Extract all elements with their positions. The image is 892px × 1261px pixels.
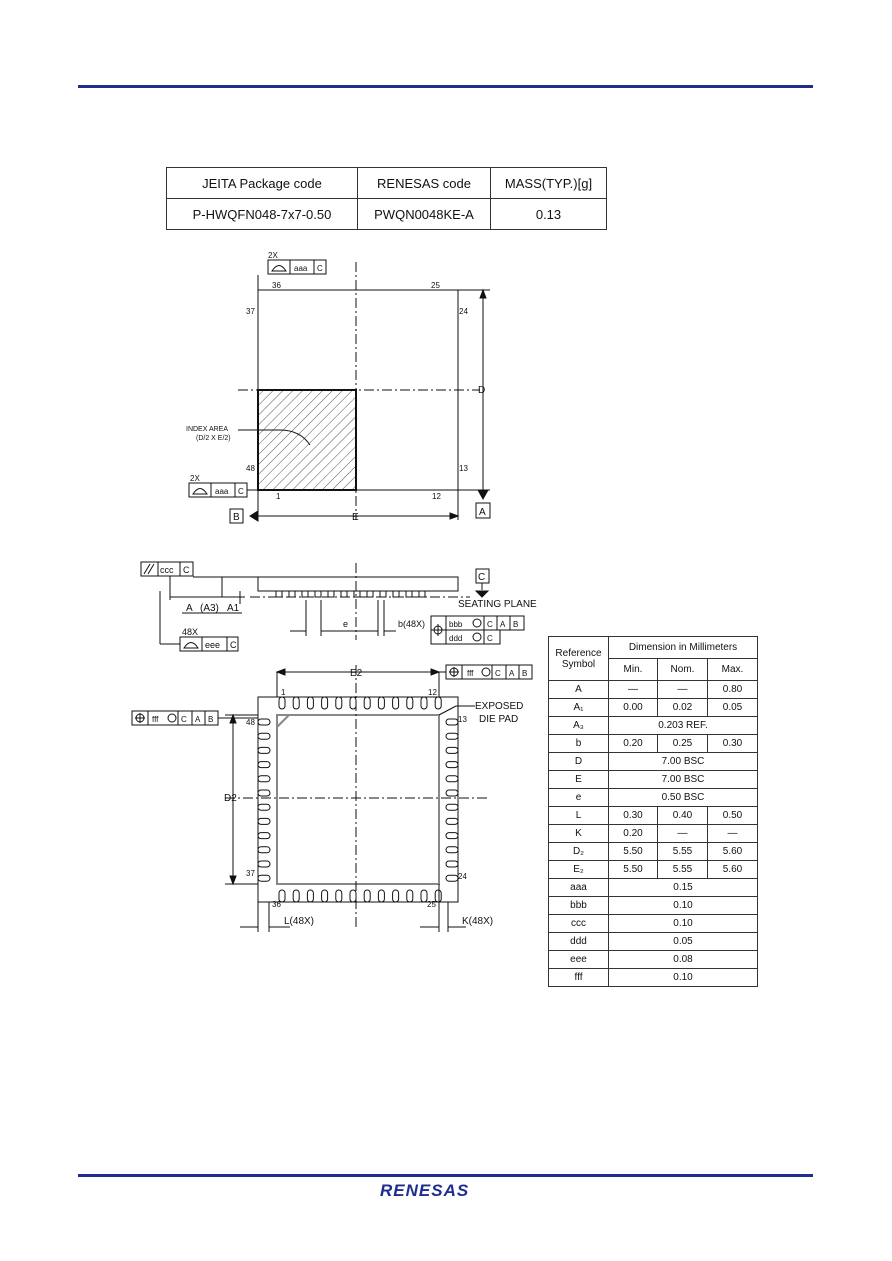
pin-37-label: 37 (246, 307, 255, 316)
nom-cell: 5.55 (658, 861, 708, 879)
dim-e2-label: E2 (350, 668, 363, 679)
lead-pad (258, 861, 270, 867)
tol-c-top: C (317, 264, 323, 273)
index-area-hatch (258, 390, 356, 490)
dimension-row (549, 717, 758, 735)
tol-bbb: bbb (449, 620, 463, 629)
min-cell: ― (609, 681, 658, 699)
lead-pad (279, 697, 285, 709)
dimension-row (549, 951, 758, 969)
lead-pad (446, 776, 458, 782)
lead-pad (350, 697, 356, 709)
pin-48-label: 48 (246, 464, 255, 473)
tol-aaa-left: aaa (215, 487, 229, 496)
lead-pad (407, 697, 413, 709)
min-cell: 0.00 (609, 699, 658, 717)
dimension-row (549, 879, 758, 897)
value-cell: 0.08 (609, 951, 758, 969)
jeita-code: P-HWQFN048-7x7-0.50 (167, 199, 358, 230)
symbol-cell: E₂ (549, 861, 609, 879)
value-cell: 0.10 (609, 915, 758, 933)
lead-pad (258, 804, 270, 810)
side-lead (393, 591, 399, 597)
value-cell: 7.00 BSC (609, 771, 758, 789)
side-lead (302, 591, 308, 597)
max-cell: 0.80 (708, 681, 758, 699)
lead-pad (393, 890, 399, 902)
datum-c-label: C (478, 572, 486, 583)
lead-pad (258, 719, 270, 725)
lead-pad (258, 762, 270, 768)
lead-pad (364, 697, 370, 709)
min-cell: 0.20 (609, 825, 658, 843)
symbol-cell: A (549, 681, 609, 699)
pin-24-label: 24 (459, 307, 468, 316)
pin-13-label: 13 (459, 464, 468, 473)
datum-b-marker (250, 511, 258, 521)
ref-header-line2: Symbol (561, 658, 596, 670)
max-cell: 0.30 (708, 735, 758, 753)
nom-cell: ― (658, 681, 708, 699)
bpin-12-label: 12 (428, 688, 437, 697)
renesas-logo: RENESAS (380, 1181, 470, 1200)
bottom-pads (258, 697, 458, 902)
label-2x-top: 2X (268, 251, 278, 260)
lead-pad (307, 697, 313, 709)
jeita-header: JEITA Package code (167, 168, 358, 199)
min-header: Min. (609, 659, 658, 681)
datum-b-label: B (233, 512, 240, 523)
lead-pad (293, 890, 299, 902)
symbol-cell: fff (549, 969, 609, 987)
ref-header-line1: Reference (555, 647, 602, 659)
max-cell: 5.60 (708, 861, 758, 879)
nom-cell: 0.25 (658, 735, 708, 753)
nom-cell: ― (658, 825, 708, 843)
dimension-row (549, 843, 758, 861)
lead-pad (446, 762, 458, 768)
lead-pad (435, 697, 441, 709)
seating-plane-label: SEATING PLANE (458, 599, 537, 610)
bpin-24-label: 24 (458, 872, 467, 881)
tol-c-left: C (238, 487, 244, 496)
lead-pad (322, 697, 328, 709)
label-48x: 48X (182, 627, 199, 637)
bpin-48-label: 48 (246, 718, 255, 727)
lead-pad (364, 890, 370, 902)
tol-fff-left-b: B (208, 715, 214, 724)
lead-pad (407, 890, 413, 902)
side-leads (276, 591, 425, 597)
top-view (189, 260, 490, 523)
tol-fff-left-a: A (195, 715, 201, 724)
label-k: K(48X) (462, 916, 494, 927)
dimension-row (549, 969, 758, 987)
lead-pad (446, 875, 458, 881)
dimension-row (549, 753, 758, 771)
label-b: b(48X) (398, 619, 426, 629)
lead-pad (258, 790, 270, 796)
dim-e-label: E (352, 512, 359, 523)
nom-header: Nom. (658, 659, 708, 681)
lead-pad (258, 847, 270, 853)
value-cell: 0.10 (609, 897, 758, 915)
index-area-sub: (D/2 X E/2) (196, 435, 231, 442)
lead-pad (258, 776, 270, 782)
side-lead (419, 591, 425, 597)
label-2x-left: 2X (190, 474, 200, 483)
symbol-cell: ddd (549, 933, 609, 951)
nom-cell: 0.40 (658, 807, 708, 825)
dimension-row (549, 735, 758, 753)
max-cell: 5.60 (708, 843, 758, 861)
symbol-cell: b (549, 735, 609, 753)
tol-bbb-b: B (513, 620, 519, 629)
label-a3: (A3) (200, 603, 219, 614)
max-cell: ― (708, 825, 758, 843)
dimension-table (548, 636, 758, 987)
dim-d-label: D (478, 385, 486, 396)
symbol-cell: L (549, 807, 609, 825)
lead-pad (258, 818, 270, 824)
bpin-1-label: 1 (281, 688, 286, 697)
side-lead (328, 591, 334, 597)
lead-pad (446, 833, 458, 839)
side-lead (380, 591, 386, 597)
value-cell: 7.00 BSC (609, 753, 758, 771)
bpin-13-label: 13 (458, 715, 467, 724)
value-cell: 0.15 (609, 879, 758, 897)
tol-aaa-top: aaa (294, 264, 308, 273)
pin-1-label: 1 (276, 492, 281, 501)
tol-eee: eee (205, 640, 221, 650)
symbol-cell: E (549, 771, 609, 789)
lead-pad (446, 790, 458, 796)
lead-pad (307, 890, 313, 902)
lead-pad (293, 697, 299, 709)
lead-pad (322, 890, 328, 902)
nom-cell: 0.02 (658, 699, 708, 717)
lead-pad (258, 733, 270, 739)
symbol-cell: bbb (549, 897, 609, 915)
tol-ccc: ccc (160, 565, 174, 575)
mass-header: MASS(TYP.)[g] (491, 168, 607, 199)
lead-pad (421, 697, 427, 709)
renesas-header: RENESAS code (358, 168, 491, 199)
tol-bbb-a: A (500, 620, 506, 629)
label-a1: A1 (227, 603, 240, 614)
dimension-row (549, 915, 758, 933)
pin-12-label: 12 (432, 492, 441, 501)
side-lead (354, 591, 360, 597)
dim-d2-label: D2 (224, 793, 237, 804)
bpin-25-label: 25 (427, 900, 436, 909)
lead-pad (446, 719, 458, 725)
symbol-cell: eee (549, 951, 609, 969)
lead-pad (350, 890, 356, 902)
index-area-label: INDEX AREA (186, 426, 229, 433)
lead-pad (446, 861, 458, 867)
symbol-cell: A₁ (549, 699, 609, 717)
dimension-row (549, 861, 758, 879)
dimension-row (549, 825, 758, 843)
lead-pad (446, 733, 458, 739)
side-lead (289, 591, 295, 597)
lead-pad (258, 747, 270, 753)
label-l: L(48X) (284, 916, 315, 927)
pin-36-label: 36 (272, 281, 281, 290)
tol-fff-top-c: C (495, 669, 501, 678)
tol-fff-top-b: B (522, 669, 528, 678)
tol-c-ccc: C (183, 565, 190, 575)
dimension-row (549, 699, 758, 717)
datum-a-marker (478, 490, 488, 499)
dimension-row (549, 681, 758, 699)
lead-pad (446, 747, 458, 753)
tol-bbb-c: C (487, 620, 493, 629)
tol-fff-left: fff (152, 715, 159, 724)
nom-cell: 5.55 (658, 843, 708, 861)
max-cell: 0.50 (708, 807, 758, 825)
lead-pad (446, 818, 458, 824)
lead-pad (446, 804, 458, 810)
min-cell: 5.50 (609, 861, 658, 879)
dim-mm-header: Dimension in Millimeters (609, 637, 758, 659)
min-cell: 0.20 (609, 735, 658, 753)
die-pad-label: DIE PAD (479, 714, 519, 725)
exposed-label: EXPOSED (475, 701, 524, 712)
max-header: Max. (708, 659, 758, 681)
side-lead (276, 591, 282, 597)
dimension-row (549, 771, 758, 789)
min-cell: 0.30 (609, 807, 658, 825)
value-cell: 0.10 (609, 969, 758, 987)
side-lead (341, 591, 347, 597)
symbol-cell: e (549, 789, 609, 807)
value-cell: 0.05 (609, 933, 758, 951)
lead-pad (258, 875, 270, 881)
value-cell: 0.50 BSC (609, 789, 758, 807)
bpin-37-label: 37 (246, 869, 255, 878)
ref-symbol-header (549, 637, 609, 681)
symbol-cell: D (549, 753, 609, 771)
symbol-cell: A₃ (549, 717, 609, 735)
dimension-rows (549, 681, 758, 987)
tol-c-eee: C (230, 640, 237, 650)
exposed-die-pad (277, 715, 439, 884)
side-lead (367, 591, 373, 597)
dimension-row (549, 897, 758, 915)
tol-fff-top-a: A (509, 669, 515, 678)
dimension-row (549, 789, 758, 807)
bpin-36-label: 36 (272, 900, 281, 909)
max-cell: 0.05 (708, 699, 758, 717)
tol-ddd: ddd (449, 634, 463, 643)
pin-25-label: 25 (431, 281, 440, 290)
dimension-row (549, 933, 758, 951)
symbol-cell: aaa (549, 879, 609, 897)
renesas-code: PWQN0048KE-A (358, 199, 491, 230)
lead-pad (378, 697, 384, 709)
lead-pad (446, 847, 458, 853)
datum-a-label: A (479, 507, 486, 518)
footer-rule (78, 1174, 813, 1177)
symbol-cell: K (549, 825, 609, 843)
dimension-row (549, 807, 758, 825)
lead-pad (393, 697, 399, 709)
lead-pad (258, 833, 270, 839)
side-lead (315, 591, 321, 597)
lead-pad (435, 890, 441, 902)
label-e: e (343, 619, 349, 629)
side-lead (406, 591, 412, 597)
lead-pad (336, 890, 342, 902)
symbol-cell: ccc (549, 915, 609, 933)
tol-fff-left-c: C (181, 715, 187, 724)
value-cell: 0.203 REF. (609, 717, 758, 735)
label-a: A (186, 603, 193, 614)
lead-pad (378, 890, 384, 902)
tol-fff-top: fff (467, 669, 474, 678)
lead-pad (336, 697, 342, 709)
tol-ddd-c: C (487, 634, 493, 643)
bottom-view (132, 665, 532, 932)
mass-value: 0.13 (491, 199, 607, 230)
symbol-cell: D₂ (549, 843, 609, 861)
min-cell: 5.50 (609, 843, 658, 861)
